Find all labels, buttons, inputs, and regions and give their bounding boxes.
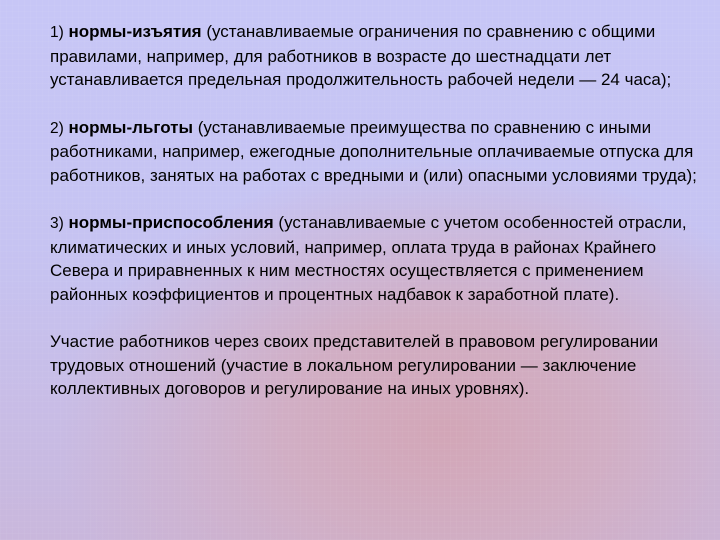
term-norms-adaptation: нормы-приспособления: [68, 213, 274, 232]
paragraph-worker-participation: [50, 330, 700, 401]
paragraph-norms-exemptions: [50, 20, 700, 92]
paragraph-text: (устанавливаемые с учетом особенностей отрасли, климатических и иных условий, например, оплата труда в районах Крайнего Севера и приравненных к ним местностях осуществляется с применением районных коэффициентов и процентных надбавок к заработной плате).: [50, 213, 687, 304]
slide-body: [50, 20, 700, 401]
paragraph-number: 3): [50, 215, 64, 232]
paragraph-text: (устанавливаемые ограничения по сравнению с общими правилами, например, для работников в возрасте до шестнадцати лет устанавливается предельная продолжительность рабочей недели — 24 часа);: [50, 22, 672, 89]
paragraph-text: Участие работников через своих представителей в правовом регулировании трудовых отношений (участие в локальном регулировании — заключение коллективных договоров и регулирование на иных уровнях).: [50, 332, 659, 398]
term-norms-benefits: нормы-льготы: [68, 117, 194, 137]
paragraph-norms-benefits: [50, 116, 700, 188]
term-norms-exemptions: нормы-изъятия: [68, 22, 202, 41]
paragraph-number: 2): [50, 119, 64, 137]
paragraph-number: 1): [50, 24, 64, 41]
paragraph-norms-adaptation: [50, 211, 700, 306]
paragraph-text: (устанавливаемые преимущества по сравнению с иными работниками, например, ежегодные дополнительные оплачиваемые отпуска для работников, занятых на работах с вредными и (или) опасными условиями труда);: [50, 117, 697, 185]
